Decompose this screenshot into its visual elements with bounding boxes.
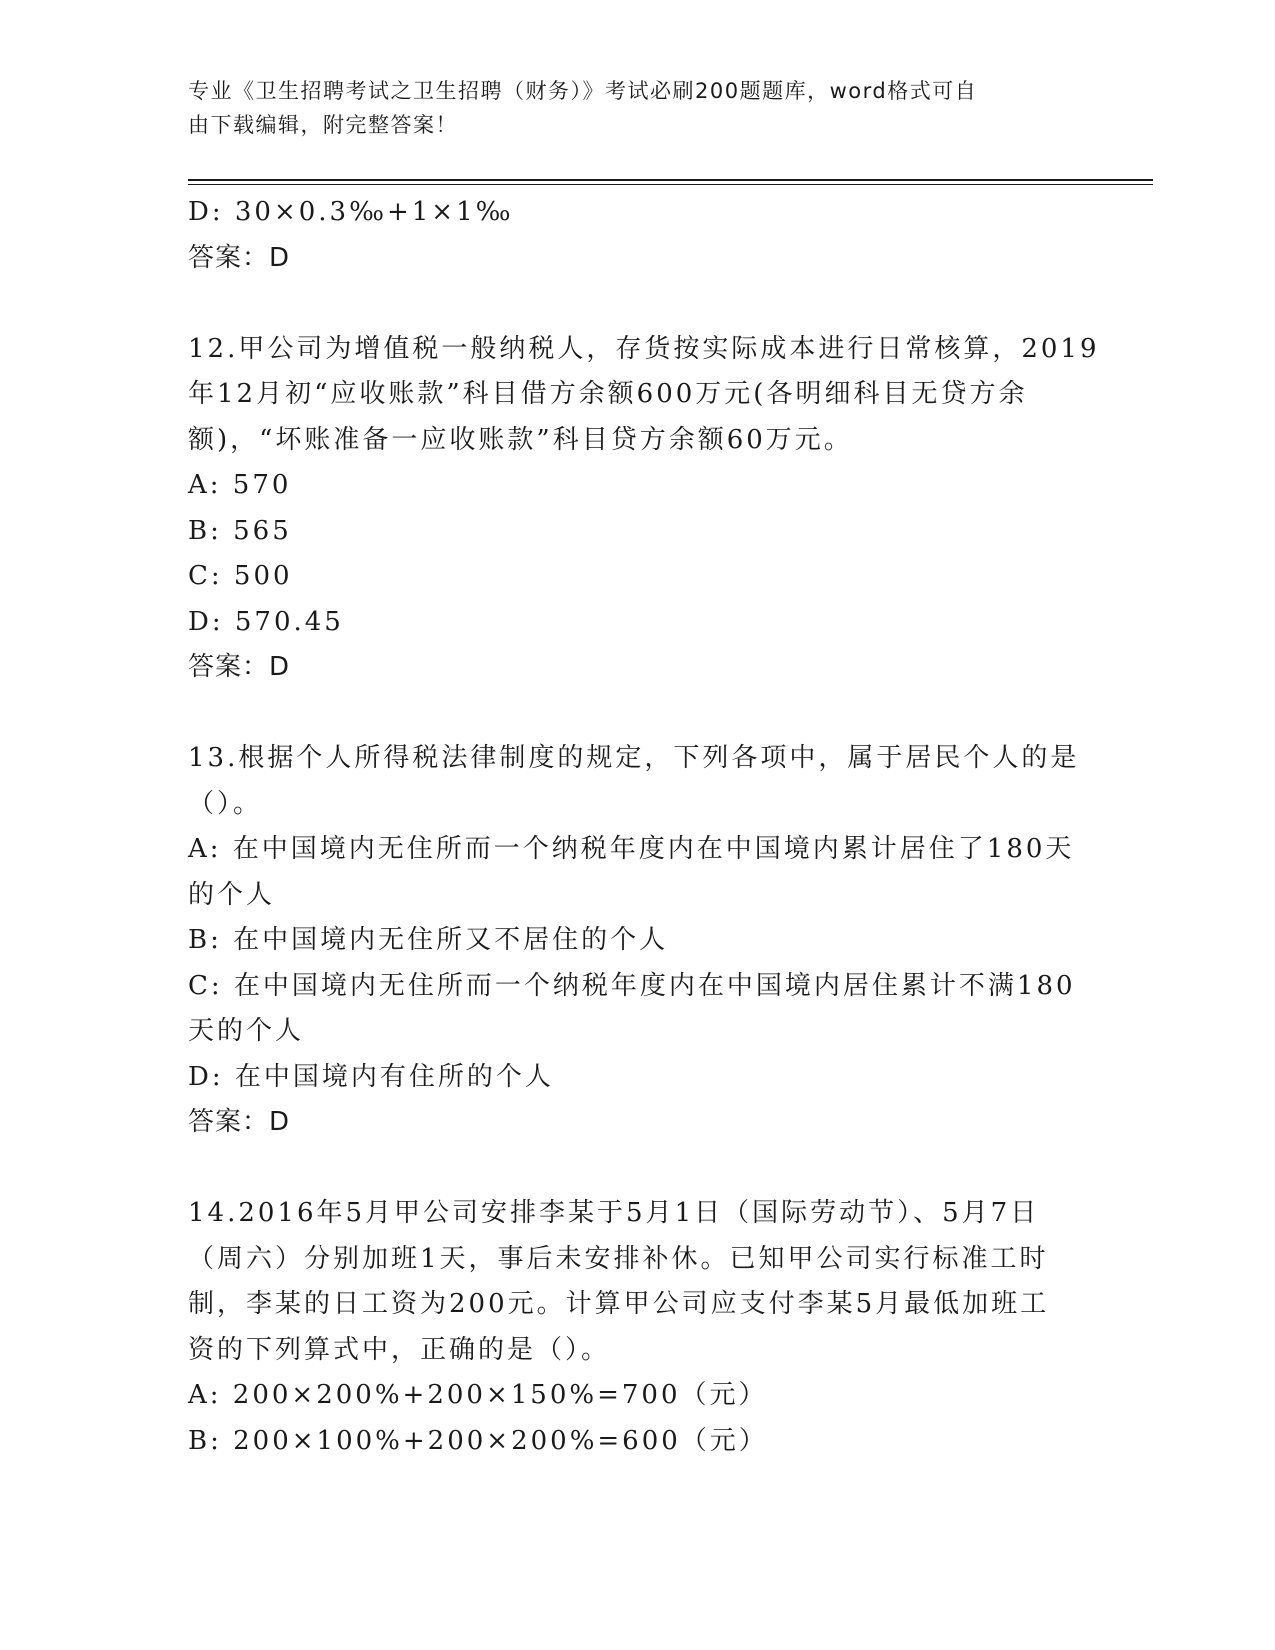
option-d: D: 570.45 xyxy=(188,606,344,637)
option-c: C: 500 xyxy=(188,561,293,591)
answer: 答案：D xyxy=(188,1107,291,1137)
option-a: A: 200×200%+200×150%=700（元） xyxy=(188,1380,768,1410)
option-a: A: 在中国境内无住所而一个纳税年度内在中国境内累计居住了180天 xyxy=(188,834,1075,864)
question-stem-line: 12.甲公司为增值税一般纳税人，存货按实际成本进行日常核算，2019 xyxy=(188,333,1100,364)
header-rule-thin xyxy=(188,184,1153,185)
header-line-1: 专业《卫生招聘考试之卫生招聘（财务）》考试必刷200题题库，word格式可自 xyxy=(188,79,978,103)
question-stem-line: 额)，“坏账准备一应收账款”科目贷方余额60万元。 xyxy=(188,424,853,455)
header-rule-thick xyxy=(188,179,1153,181)
answer: 答案：D xyxy=(188,652,291,682)
prev-answer: 答案：D xyxy=(188,242,291,273)
option-b: B: 565 xyxy=(188,515,292,546)
question-stem-line: 13.根据个人所得税法律制度的规定，下列各项中，属于居民个人的是 xyxy=(188,743,1080,773)
option-b: B: 在中国境内无住所又不居住的个人 xyxy=(188,925,669,955)
question-stem-line: 年12月初“应收账款”科目借方余额600万元(各明细科目无贷方余 xyxy=(188,379,1028,409)
question-stem-line: 资的下列算式中，正确的是（）。 xyxy=(188,1334,611,1365)
option-a: A: 570 xyxy=(188,470,292,500)
option-a-continued: 的个人 xyxy=(188,879,276,910)
question-stem-line: （）。 xyxy=(188,788,263,819)
option-b: B: 200×100%+200×200%=600（元） xyxy=(188,1425,768,1456)
question-stem-line: （周六）分别加班1天，事后未安排补休。已知甲公司实行标准工时 xyxy=(188,1243,1049,1274)
option-c-continued: 天的个人 xyxy=(188,1016,305,1046)
spacer xyxy=(188,281,1078,327)
question-12 xyxy=(188,327,1100,691)
document-header xyxy=(188,74,1068,142)
question-stem-line: 14.2016年5月甲公司安排李某于5月1日（国际劳动节）、5月7日 xyxy=(188,1198,1040,1228)
spacer xyxy=(188,1146,1078,1192)
question-14 xyxy=(188,1191,1078,1464)
question-stem-line: 制，李某的日工资为200元。计算甲公司应支付李某5月最低加班工 xyxy=(188,1289,1050,1319)
option-d: D: 在中国境内有住所的个人 xyxy=(188,1061,554,1092)
option-c: C: 在中国境内无住所而一个纳税年度内在中国境内居住累计不满180 xyxy=(188,970,1076,1001)
question-list xyxy=(188,190,1100,1464)
spacer xyxy=(188,691,1078,737)
prev-option-d: D: 30×0.3‰+1×1‰ xyxy=(188,197,514,227)
question-13 xyxy=(188,736,1078,1146)
header-line-2: 由下载编辑，附完整答案！ xyxy=(188,113,458,137)
